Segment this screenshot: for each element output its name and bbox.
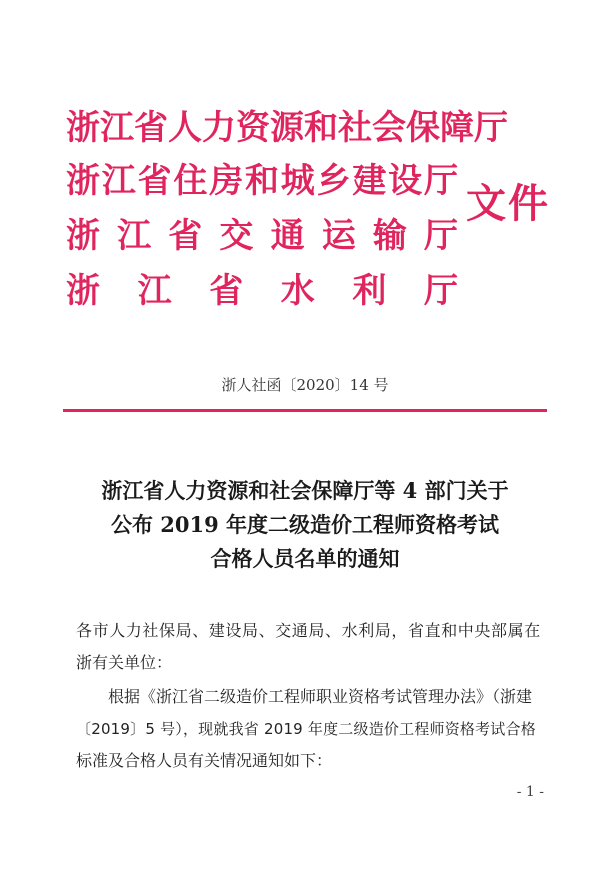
department-line-hrss bbox=[66, 108, 508, 148]
department-char: 浙 bbox=[66, 271, 100, 311]
department-char: 浙 bbox=[66, 108, 100, 148]
department-char: 乡 bbox=[316, 161, 351, 201]
department-char: 会 bbox=[372, 108, 406, 148]
department-char: 交 bbox=[219, 216, 254, 256]
document-word: 文件 bbox=[466, 180, 550, 227]
department-char: 江 bbox=[100, 108, 134, 148]
department-char: 力 bbox=[202, 108, 236, 148]
department-line-housing bbox=[66, 161, 458, 201]
department-char: 江 bbox=[117, 216, 152, 256]
department-char: 源 bbox=[270, 108, 304, 148]
department-char: 通 bbox=[270, 216, 305, 256]
department-char: 利 bbox=[352, 271, 387, 311]
department-char: 水 bbox=[280, 271, 315, 311]
department-char: 江 bbox=[137, 271, 172, 311]
paragraph-1-line-1: 根据《浙江省二级造价工程师职业资格考试管理办法》（浙建 bbox=[108, 687, 533, 706]
department-char: 人 bbox=[168, 108, 202, 148]
department-char: 建 bbox=[352, 161, 387, 201]
department-char: 浙 bbox=[66, 216, 100, 256]
title-line-1: 浙江省人力资源和社会保障厅等 4 部门关于 bbox=[101, 478, 509, 503]
department-char: 厅 bbox=[474, 108, 508, 148]
department-char: 省 bbox=[209, 271, 244, 311]
department-char: 和 bbox=[304, 108, 338, 148]
department-char: 房 bbox=[209, 161, 244, 201]
department-char: 厅 bbox=[423, 271, 458, 311]
department-char: 资 bbox=[236, 108, 270, 148]
department-char: 运 bbox=[321, 216, 356, 256]
department-char: 城 bbox=[280, 161, 315, 201]
department-line-transport bbox=[66, 216, 458, 256]
red-divider bbox=[63, 409, 547, 412]
department-char: 省 bbox=[134, 108, 168, 148]
paragraph-1-line-2: 〔2019〕5 号），现就我省 2019 年度二级造价工程师资格考试合格 bbox=[76, 720, 536, 738]
department-char: 保 bbox=[406, 108, 440, 148]
title-line-3: 合格人员名单的通知 bbox=[210, 546, 400, 571]
department-char: 厅 bbox=[423, 161, 458, 201]
title-line-2: 公布 2019 年度二级造价工程师资格考试 bbox=[110, 512, 500, 537]
department-char: 和 bbox=[244, 161, 279, 201]
paragraph-1-line-3: 标准及合格人员有关情况通知如下： bbox=[76, 751, 333, 770]
department-char: 障 bbox=[440, 108, 474, 148]
department-char: 社 bbox=[338, 108, 372, 148]
department-char: 厅 bbox=[423, 216, 458, 256]
department-char: 设 bbox=[388, 161, 423, 201]
department-char: 浙 bbox=[66, 161, 100, 201]
department-line-water bbox=[66, 271, 458, 311]
department-char: 省 bbox=[137, 161, 172, 201]
document-number: 浙人社函〔2020〕14 号 bbox=[221, 376, 389, 394]
department-char: 省 bbox=[168, 216, 203, 256]
page-number: - 1 - bbox=[516, 784, 544, 800]
department-char: 江 bbox=[101, 161, 136, 201]
department-char: 住 bbox=[173, 161, 208, 201]
recipients-line-2: 浙有关单位： bbox=[76, 653, 173, 672]
department-char: 输 bbox=[372, 216, 407, 256]
recipients-line-1: 各市人力社保局、建设局、交通局、水利局，省直和中央部属在 bbox=[76, 621, 541, 640]
